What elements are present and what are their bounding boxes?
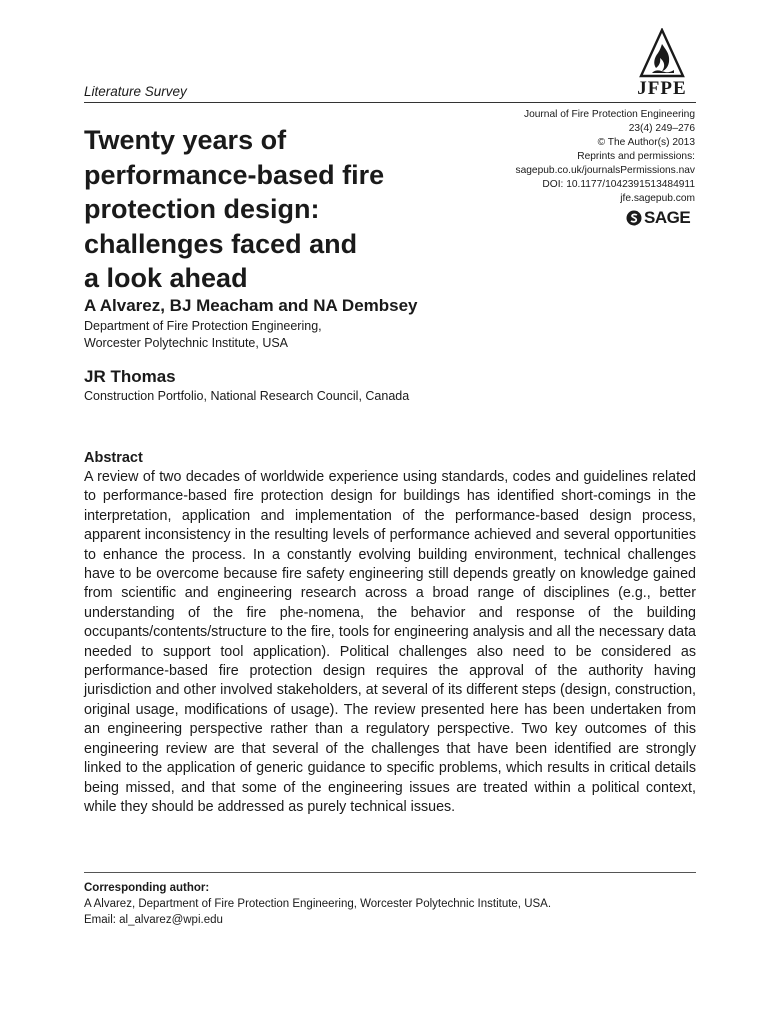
title-line: challenges faced and xyxy=(84,228,358,259)
journal-volume: 23(4) 249–276 xyxy=(628,123,695,134)
publisher-name: SAGE xyxy=(644,208,691,227)
paper-title xyxy=(84,123,464,296)
title-line: performance-based fire xyxy=(84,159,385,190)
logo-text: JFPE xyxy=(637,78,687,99)
abstract-text: A review of two decades of worldwide experience using standards, codes and guidelines related to performance-based fire protection design for buildings has identified short-comings in the interpretation, application and implementation of the performance-based design process, apparent inconsistency in the resulting levels of performance achieved and several opportunities to enhance the process. In a constantly evolving building environment, technical challenges have to be overcome because fire safety engineering still depends greatly on knowledge gained from scientific and engineering research across a broad range of disciplines (e.g., better understanding of the fire phe-nomena, the behavior and response of the building occupants/contents/structure to the fire, tools for engineering analysis and all the necessary data needed to support tool application). Political challenges also need to be considered as performance-based fire protection design requires the approval of the authority having jurisdiction and other involved stakeholders, at several of its different steps (design, construction, original usage, modifications of usage). The review presented here has been undertaken from an engineering perspective rather than a regulatory perspective. Two key outcomes of this engineering review are that several of the challenges that have been identified are strongly linked to the application of generic guidance to specific problems, which results in critical details being missed, and that some of the engineering issues are treated within a political context, while they should be addressed as purely technical issues. xyxy=(84,469,696,815)
sage-s-icon xyxy=(626,210,642,226)
header-divider xyxy=(84,102,696,103)
title-line: protection design: xyxy=(84,194,320,224)
journal-logo xyxy=(626,28,698,102)
title-line: a look ahead xyxy=(84,263,248,293)
section-label: Literature Survey xyxy=(84,84,187,99)
corresponding-heading: Corresponding author: xyxy=(84,882,210,894)
journal-url[interactable]: jfe.sagepub.com xyxy=(620,193,695,204)
footer-divider xyxy=(84,872,696,873)
affiliation-primary xyxy=(84,318,322,352)
doi[interactable]: DOI: 10.1177/1042391513484911 xyxy=(542,179,695,190)
abstract-heading: Abstract xyxy=(84,450,143,466)
author-names-primary: A Alvarez, BJ Meacham and NA Dembsey xyxy=(84,296,418,315)
journal-info xyxy=(435,108,695,206)
permissions-link[interactable]: sagepub.co.uk/journalsPermissions.nav xyxy=(515,165,695,176)
corresponding-author xyxy=(84,880,551,928)
journal-name: Journal of Fire Protection Engineering xyxy=(523,109,695,120)
publisher-logo xyxy=(626,207,690,229)
corresponding-address: A Alvarez, Department of Fire Protection Engineering, Worcester Polytechnic Institute, USA. xyxy=(84,898,552,910)
flame-triangle-icon xyxy=(639,28,685,78)
affiliation-line: Worcester Polytechnic Institute, USA xyxy=(84,336,289,350)
title-line: Twenty years of xyxy=(84,125,287,155)
copyright: © The Author(s) 2013 xyxy=(597,137,695,148)
reprints-label: Reprints and permissions: xyxy=(577,151,695,162)
author-names-secondary: JR Thomas xyxy=(84,367,176,386)
corresponding-email[interactable]: Email: al_alvarez@wpi.edu xyxy=(84,914,223,926)
affiliation-secondary: Construction Portfolio, National Research Council, Canada xyxy=(84,389,410,403)
affiliation-line: Department of Fire Protection Engineering, xyxy=(84,319,322,333)
